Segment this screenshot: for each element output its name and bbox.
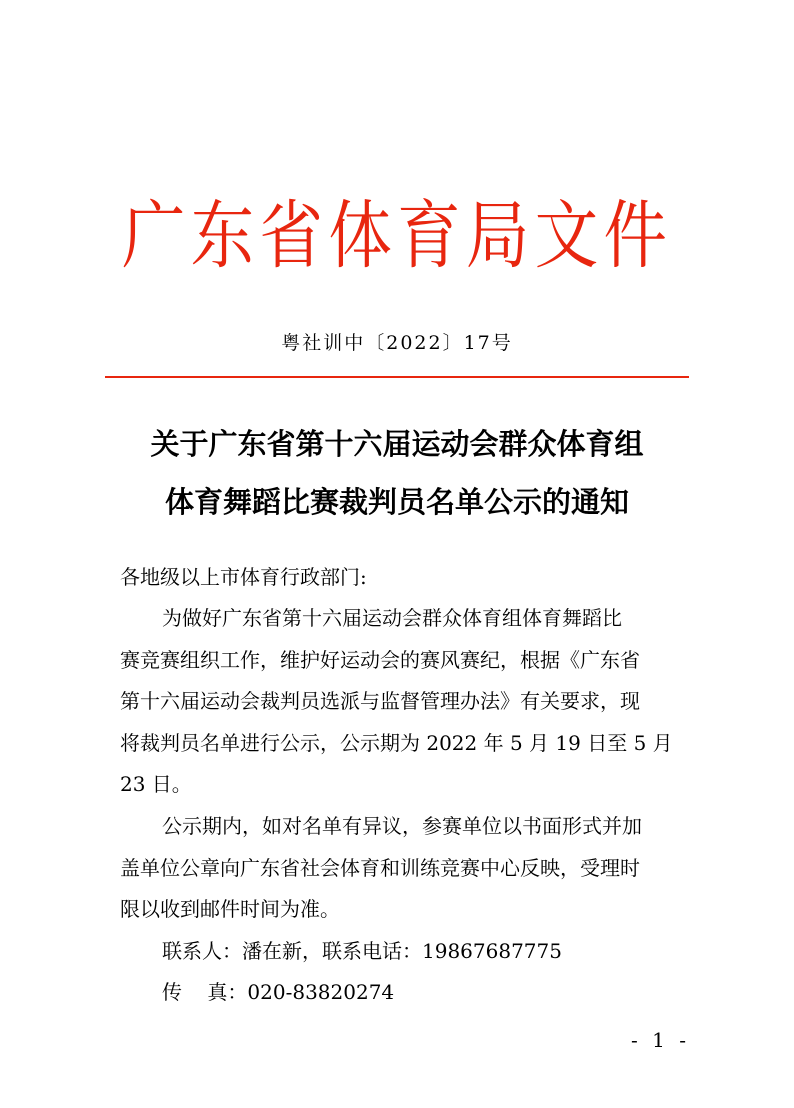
paragraph-2-line: 盖单位公章向广东省社会体育和训练竞赛中心反映，受理时 xyxy=(120,856,640,880)
fax-line: 传 真：020-83820274 xyxy=(162,980,395,1004)
paragraph-1-line: 为做好广东省第十六届运动会群众体育组体育舞蹈比 xyxy=(162,606,622,630)
notice-title-line-2: 体育舞蹈比赛裁判员名单公示的通知 xyxy=(164,485,629,519)
page-number: - 1 - xyxy=(631,1028,690,1052)
salutation: 各地级以上市体育行政部门: xyxy=(120,565,367,589)
notice-title-line-1: 关于广东省第十六届运动会群众体育组 xyxy=(150,427,644,461)
contact-line: 联系人：潘在新，联系电话：19867687775 xyxy=(162,939,562,963)
paragraph-2-line: 公示期内，如对名单有异议，参赛单位以书面形式并加 xyxy=(162,814,642,838)
paragraph-2-line: 限以收到邮件时间为准。 xyxy=(120,897,340,921)
red-separator-line xyxy=(105,376,689,378)
paragraph-1-line: 第十六届运动会裁判员选派与监督管理办法》有关要求，现 xyxy=(120,689,640,713)
paragraph-1-line: 赛竞赛组织工作，维护好运动会的赛风赛纪，根据《广东省 xyxy=(120,648,640,672)
paragraph-1-line: 将裁判员名单进行公示，公示期为 2022 年 5 月 19 日至 5 月 xyxy=(120,731,673,755)
document-number: 粤社训中〔2022〕17号 xyxy=(281,332,513,354)
issuer-masthead: 广东省体育局文件 xyxy=(121,193,673,279)
paragraph-1-line: 23 日。 xyxy=(120,772,192,796)
